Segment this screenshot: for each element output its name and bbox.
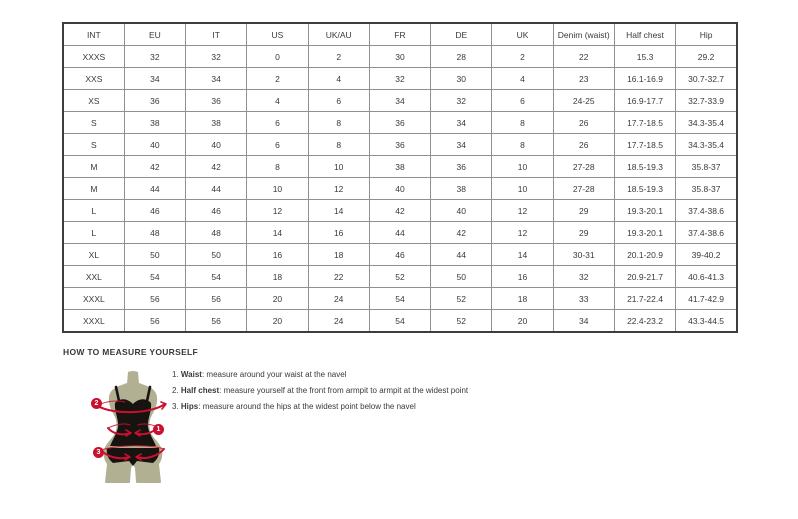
table-cell: 17.7-18.5	[614, 134, 675, 156]
table-cell: 20	[247, 288, 308, 310]
measure-badge-waist: 1	[153, 424, 164, 435]
table-cell: 22.4-23.2	[614, 310, 675, 333]
column-header: DE	[431, 23, 492, 46]
size-chart-table	[62, 22, 738, 333]
table-cell: 10	[492, 156, 553, 178]
table-cell: 44	[431, 244, 492, 266]
table-cell: 35.8-37	[676, 178, 737, 200]
table-cell: 20.1-20.9	[614, 244, 675, 266]
table-cell: 44	[369, 222, 430, 244]
table-cell: XXS	[63, 68, 124, 90]
table-cell: 26	[553, 134, 614, 156]
table-cell: 43.3-44.5	[676, 310, 737, 333]
table-cell: 12	[308, 178, 369, 200]
table-cell: 38	[431, 178, 492, 200]
table-cell: 35.8-37	[676, 156, 737, 178]
table-row	[63, 156, 737, 178]
table-cell: 10	[308, 156, 369, 178]
table-cell: 40	[369, 178, 430, 200]
measure-instruction	[172, 399, 468, 415]
table-cell: 24	[308, 310, 369, 333]
table-cell: XS	[63, 90, 124, 112]
instruction-number: 1.	[172, 370, 181, 379]
column-header: IT	[186, 23, 247, 46]
table-cell: 8	[492, 134, 553, 156]
table-cell: 16.1-16.9	[614, 68, 675, 90]
table-cell: 36	[369, 112, 430, 134]
table-row	[63, 288, 737, 310]
table-cell: 16	[308, 222, 369, 244]
table-cell: 8	[308, 134, 369, 156]
table-row	[63, 244, 737, 266]
table-cell: 40	[186, 134, 247, 156]
instruction-text: : measure around the hips at the widest point below the navel	[198, 402, 416, 411]
table-cell: 39-40.2	[676, 244, 737, 266]
table-cell: 27-28	[553, 178, 614, 200]
table-cell: 23	[553, 68, 614, 90]
table-cell: S	[63, 112, 124, 134]
table-row	[63, 46, 737, 68]
table-cell: XXL	[63, 266, 124, 288]
table-row	[63, 310, 737, 333]
table-cell: 34	[124, 68, 185, 90]
table-cell: 38	[369, 156, 430, 178]
table-cell: 56	[124, 288, 185, 310]
table-cell: 32	[431, 90, 492, 112]
table-cell: 29.2	[676, 46, 737, 68]
table-cell: 37.4-38.6	[676, 200, 737, 222]
table-cell: 12	[247, 200, 308, 222]
table-cell: 29	[553, 222, 614, 244]
table-cell: 40.6-41.3	[676, 266, 737, 288]
table-cell: 14	[492, 244, 553, 266]
table-cell: 0	[247, 46, 308, 68]
table-cell: 20	[492, 310, 553, 333]
table-cell: 26	[553, 112, 614, 134]
instruction-term: Hips	[180, 402, 199, 411]
table-cell: 18.5-19.3	[614, 178, 675, 200]
table-cell: 33	[553, 288, 614, 310]
table-cell: S	[63, 134, 124, 156]
table-cell: 2	[308, 46, 369, 68]
table-cell: 20.9-21.7	[614, 266, 675, 288]
table-cell: 34	[431, 112, 492, 134]
table-cell: 14	[308, 200, 369, 222]
table-cell: 24	[308, 288, 369, 310]
table-cell: 2	[492, 46, 553, 68]
table-cell: 34	[186, 68, 247, 90]
table-row	[63, 134, 737, 156]
table-cell: 18	[247, 266, 308, 288]
column-header: Denim (waist)	[553, 23, 614, 46]
table-row	[63, 68, 737, 90]
table-cell: 2	[247, 68, 308, 90]
table-cell: 28	[431, 46, 492, 68]
instruction-text: : measure yourself at the front from armpit to armpit at the widest point	[219, 386, 469, 395]
table-cell: 6	[492, 90, 553, 112]
table-cell: 34.3-35.4	[676, 112, 737, 134]
column-header: Hip	[676, 23, 737, 46]
measurement-figure	[85, 370, 182, 483]
table-cell: 36	[124, 90, 185, 112]
table-cell: 24-25	[553, 90, 614, 112]
column-header: FR	[369, 23, 430, 46]
table-row	[63, 222, 737, 244]
table-cell: 18	[308, 244, 369, 266]
table-cell: 54	[369, 310, 430, 333]
instruction-number: 2.	[172, 386, 181, 395]
measure-instructions	[172, 367, 468, 415]
table-cell: 32	[186, 46, 247, 68]
table-cell: 42	[186, 156, 247, 178]
table-cell: 15.3	[614, 46, 675, 68]
table-cell: 21.7-22.4	[614, 288, 675, 310]
table-cell: 32	[369, 68, 430, 90]
table-cell: 46	[369, 244, 430, 266]
table-cell: 40	[124, 134, 185, 156]
table-cell: 54	[369, 288, 430, 310]
table-cell: 8	[308, 112, 369, 134]
table-cell: L	[63, 222, 124, 244]
table-cell: 37.4-38.6	[676, 222, 737, 244]
table-cell: 19.3-20.1	[614, 222, 675, 244]
table-cell: 46	[186, 200, 247, 222]
column-header: EU	[124, 23, 185, 46]
table-cell: 46	[124, 200, 185, 222]
column-header: INT	[63, 23, 124, 46]
table-cell: 44	[186, 178, 247, 200]
mannequin-illustration	[85, 370, 182, 483]
table-cell: 52	[431, 288, 492, 310]
column-header: US	[247, 23, 308, 46]
table-row	[63, 178, 737, 200]
table-cell: 18.5-19.3	[614, 156, 675, 178]
instruction-term: Half chest	[180, 386, 220, 395]
table-cell: 4	[492, 68, 553, 90]
table-cell: XL	[63, 244, 124, 266]
table-cell: XXXL	[63, 310, 124, 333]
table-cell: 22	[308, 266, 369, 288]
instruction-number: 3.	[172, 402, 181, 411]
table-cell: 34	[553, 310, 614, 333]
column-header: UK	[492, 23, 553, 46]
instruction-text: : measure around your waist at the navel	[201, 370, 347, 379]
table-cell: XXXL	[63, 288, 124, 310]
table-cell: 42	[369, 200, 430, 222]
table-cell: 4	[247, 90, 308, 112]
table-cell: 52	[369, 266, 430, 288]
table-cell: 36	[369, 134, 430, 156]
table-cell: 10	[492, 178, 553, 200]
measure-badge-hips: 3	[93, 447, 104, 458]
table-cell: 38	[124, 112, 185, 134]
table-cell: 4	[308, 68, 369, 90]
table-cell: 18	[492, 288, 553, 310]
table-cell: 48	[186, 222, 247, 244]
instruction-term: Waist	[180, 370, 202, 379]
table-cell: 8	[247, 156, 308, 178]
table-cell: 17.7-18.5	[614, 112, 675, 134]
table-cell: 16	[247, 244, 308, 266]
table-cell: 56	[124, 310, 185, 333]
table-cell: 12	[492, 200, 553, 222]
table-row	[63, 112, 737, 134]
mannequin-body	[127, 371, 139, 386]
table-cell: 14	[247, 222, 308, 244]
table-cell: XXXS	[63, 46, 124, 68]
table-cell: 41.7-42.9	[676, 288, 737, 310]
table-row	[63, 200, 737, 222]
table-cell: 30	[431, 68, 492, 90]
size-chart-header-row	[63, 23, 737, 46]
table-cell: 30	[369, 46, 430, 68]
table-cell: 16	[492, 266, 553, 288]
table-cell: 10	[247, 178, 308, 200]
table-cell: 50	[186, 244, 247, 266]
size-chart-body	[63, 46, 737, 333]
measure-heading: HOW TO MEASURE YOURSELF	[63, 347, 199, 357]
table-cell: 48	[124, 222, 185, 244]
table-cell: 32.7-33.9	[676, 90, 737, 112]
table-cell: 22	[553, 46, 614, 68]
table-cell: 40	[431, 200, 492, 222]
table-cell: 42	[124, 156, 185, 178]
column-header: UK/AU	[308, 23, 369, 46]
table-cell: 50	[124, 244, 185, 266]
column-header: Half chest	[614, 23, 675, 46]
table-cell: 42	[431, 222, 492, 244]
table-cell: 30-31	[553, 244, 614, 266]
table-cell: 56	[186, 310, 247, 333]
table-cell: 54	[186, 266, 247, 288]
table-cell: 32	[553, 266, 614, 288]
measure-badge-chest: 2	[91, 398, 102, 409]
table-row	[63, 90, 737, 112]
table-cell: 6	[247, 134, 308, 156]
table-cell: 56	[186, 288, 247, 310]
table-cell: 20	[247, 310, 308, 333]
table-cell: M	[63, 156, 124, 178]
table-cell: 32	[124, 46, 185, 68]
table-cell: 34	[431, 134, 492, 156]
table-cell: 38	[186, 112, 247, 134]
table-cell: 8	[492, 112, 553, 134]
table-cell: 6	[308, 90, 369, 112]
table-row	[63, 266, 737, 288]
table-cell: 34	[369, 90, 430, 112]
measure-instruction	[172, 367, 468, 383]
table-cell: 6	[247, 112, 308, 134]
table-cell: 12	[492, 222, 553, 244]
table-cell: 19.3-20.1	[614, 200, 675, 222]
table-cell: 36	[186, 90, 247, 112]
table-cell: 29	[553, 200, 614, 222]
table-cell: 44	[124, 178, 185, 200]
table-cell: 50	[431, 266, 492, 288]
table-cell: L	[63, 200, 124, 222]
table-cell: 30.7-32.7	[676, 68, 737, 90]
measure-instruction	[172, 383, 468, 399]
table-cell: M	[63, 178, 124, 200]
table-cell: 36	[431, 156, 492, 178]
table-cell: 54	[124, 266, 185, 288]
table-cell: 52	[431, 310, 492, 333]
table-cell: 16.9-17.7	[614, 90, 675, 112]
table-cell: 27-28	[553, 156, 614, 178]
table-cell: 34.3-35.4	[676, 134, 737, 156]
